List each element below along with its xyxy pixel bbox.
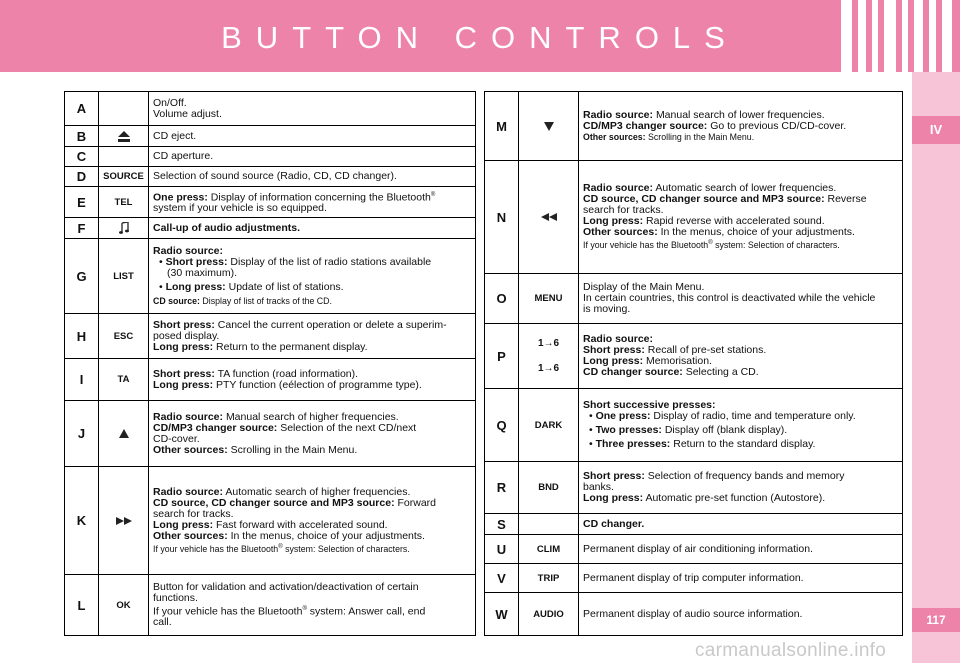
side-column <box>912 72 960 663</box>
control-symbol: ESC <box>99 314 149 358</box>
table-row <box>485 388 902 461</box>
control-letter: F <box>65 218 99 238</box>
music-note-icon <box>119 222 129 234</box>
control-description: CD aperture. <box>153 150 214 162</box>
control-symbol <box>99 467 149 574</box>
control-description: Short press: TA function (road information). Long press: PTY function (eélection of programme type). <box>153 367 422 391</box>
eject-icon <box>118 131 130 142</box>
control-letter: E <box>65 187 99 217</box>
control-letter: P <box>485 324 519 388</box>
table-row <box>485 160 902 273</box>
left-controls-table <box>64 91 476 636</box>
preset-range-label: 1→6 <box>537 363 560 374</box>
table-row <box>65 466 475 574</box>
table-row <box>65 146 475 166</box>
control-description: Short successive presses: • One press: Display of radio, time and temperature only. • Two presses: Display off (blank display). • Three presses: Return to the standard display. <box>583 399 856 450</box>
control-letter: O <box>485 274 519 323</box>
control-symbol: MENU <box>519 274 579 323</box>
table-row <box>485 592 902 635</box>
control-symbol: TRIP <box>519 564 579 592</box>
table-row <box>65 92 475 125</box>
right-controls-table <box>484 91 903 636</box>
control-symbol: OK <box>99 575 149 635</box>
control-letter: M <box>485 92 519 160</box>
rewind-icon <box>541 213 557 221</box>
control-description: Radio source: Manual search of lower frequencies. CD/MP3 changer source: Go to previous CD/CD-cover. Other sources: Scrolling in the Main Menu. <box>583 108 847 142</box>
control-letter: D <box>65 167 99 186</box>
control-letter: K <box>65 467 99 574</box>
table-row <box>65 574 475 635</box>
table-row <box>65 238 475 313</box>
control-letter: R <box>485 462 519 513</box>
control-symbol <box>99 126 149 146</box>
control-description: Radio source: Manual search of higher frequencies. CD/MP3 changer source: Selection of the next CD/next CD-cover. Other sources: Scrolling in the Main Menu. <box>153 410 417 456</box>
table-row <box>485 534 902 563</box>
control-symbol <box>519 92 579 160</box>
page-number: 117 <box>912 608 960 632</box>
control-description: CD changer. <box>583 517 645 530</box>
control-letter: L <box>65 575 99 635</box>
table-row <box>65 125 475 146</box>
control-symbol <box>519 514 579 534</box>
control-symbol: AUDIO <box>519 593 579 635</box>
control-description: Display of the Main Menu. In certain countries, this control is deactivated while the vehicle is moving. <box>583 281 876 315</box>
table-row <box>65 217 475 238</box>
up-arrow-icon <box>119 429 129 438</box>
control-letter: N <box>485 161 519 273</box>
control-symbol <box>99 218 149 238</box>
control-letter: I <box>65 359 99 400</box>
control-description: Permanent display of air conditioning information. <box>583 542 813 555</box>
control-letter: J <box>65 401 99 466</box>
table-row <box>485 461 902 513</box>
table-row <box>485 273 902 323</box>
table-row <box>485 92 902 160</box>
control-symbol: SOURCE <box>99 167 149 186</box>
control-description: On/Off. Volume adjust. <box>153 96 222 120</box>
control-letter: A <box>65 92 99 125</box>
control-letter: H <box>65 314 99 358</box>
control-symbol <box>99 401 149 466</box>
control-symbol: DARK <box>519 389 579 461</box>
table-row <box>65 166 475 186</box>
control-symbol <box>519 161 579 273</box>
watermark: carmanualsonline.info <box>695 640 887 661</box>
chapter-tab: IV <box>912 116 960 144</box>
control-letter: C <box>65 147 99 166</box>
control-description: CD eject. <box>153 129 197 142</box>
control-symbol: BND <box>519 462 579 513</box>
control-description: Radio source: • Short press: Display of the list of radio stations available (30 maximum). • Long press: Update of list of stations. CD source: Display of list of tracks of the CD. <box>153 244 432 306</box>
preset-range-label: 1→6 <box>537 338 560 349</box>
table-row <box>485 323 902 388</box>
control-description: Selection of sound source (Radio, CD, CD changer). <box>153 170 397 182</box>
control-description: Permanent display of trip computer information. <box>583 571 804 584</box>
control-symbol: LIST <box>99 239 149 313</box>
control-symbol: CLIM <box>519 535 579 563</box>
table-row <box>65 400 475 466</box>
table-row <box>485 563 902 592</box>
control-letter: B <box>65 126 99 146</box>
control-symbol <box>519 324 579 388</box>
control-symbol <box>99 92 149 125</box>
table-row <box>65 358 475 400</box>
control-description: Permanent display of audio source information. <box>583 607 803 620</box>
control-description: Radio source: Short press: Recall of pre-set stations. Long press: Memorisation. CD changer source: Selecting a CD. <box>583 333 767 378</box>
control-description: Short press: Selection of frequency bands and memory banks. Long press: Automatic pre-set function (Autostore). <box>583 470 845 504</box>
control-letter: G <box>65 239 99 313</box>
control-description: Radio source: Automatic search of higher frequencies. CD source, CD changer source and MP3 source: Forward search for tracks. Long press: Fast forward with accelerated sound. Other sources: In the menus, choice of your adjustments. If your vehicle has the Bluetooth® system: Selection of characters. <box>153 485 437 554</box>
control-description: Radio source: Automatic search of lower frequencies. CD source, CD changer source and MP3 source: Reverse search for tracks. Long press: Rapid reverse with accelerated sound. Other sources: In the menus, choice of your adjustments. If your vehicle has the Bluetooth® system: Selection of characters. <box>583 182 867 250</box>
control-letter: W <box>485 593 519 635</box>
control-letter: Q <box>485 389 519 461</box>
control-description: Call-up of audio adjustments. <box>153 221 301 234</box>
control-description: Button for validation and activation/deactivation of certain functions. If your vehicle has the Bluetooth® system: Answer call, end call. <box>153 580 426 629</box>
table-row <box>65 186 475 217</box>
table-row <box>65 313 475 358</box>
control-symbol: TA <box>99 359 149 400</box>
control-letter: U <box>485 535 519 563</box>
control-letter: S <box>485 514 519 534</box>
control-symbol <box>99 147 149 166</box>
table-row <box>485 513 902 534</box>
fast-forward-icon <box>116 517 132 525</box>
control-description: Short press: Cancel the current operation or delete a superim- posed display. Long press: Return to the permanent display. <box>153 318 447 353</box>
down-arrow-icon <box>544 122 554 131</box>
control-symbol: TEL <box>99 187 149 217</box>
control-description: One press: Display of information concerning the Bluetooth® system if your vehicle is so equipped. <box>153 191 436 215</box>
control-letter: V <box>485 564 519 592</box>
page-title: BUTTON CONTROLS <box>221 20 739 55</box>
